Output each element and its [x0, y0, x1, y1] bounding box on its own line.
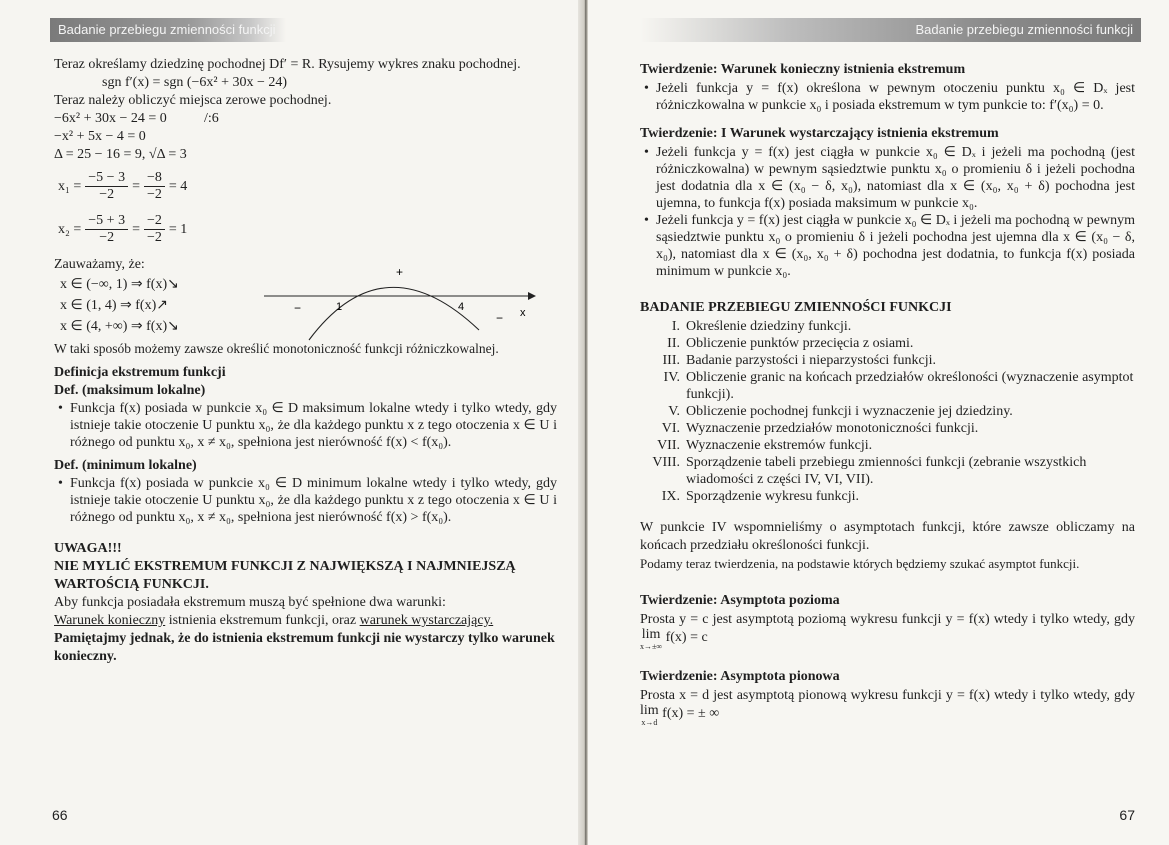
definition-title: Definicja ekstremum funkcji	[54, 365, 226, 380]
graph-tick-1: 1	[336, 301, 343, 313]
x2-result: = 1	[168, 221, 188, 237]
theorem-sufficient-max: • Jeżeli funkcja y = f(x) jest ciągła w punkcie x₀ ∈ Dₓ i jeżeli ma pochodną (jest różniczkowalna) w pewnym sąsiedztwie punktu x₀ o promieniu δ i jeżeli pochodna jest dodatnia dla x ∈ (x₀ − δ, x₀), natomiast dla x ∈ (x₀, x₀ + δ) pochodna jest ujemna, to funkcja f(x) posiada maksimum w punkcie x₀.	[656, 144, 1135, 212]
x1-result: = 4	[168, 178, 188, 194]
analysis-steps	[640, 318, 1135, 505]
theorem-necessary-text: • Jeżeli funkcja y = f(x) określona w pewnym otoczeniu punktu x₀ ∈ Dₓ jest różniczkowalna w punkcie x₀ i posiada ekstremum w tym punkcie to: f′(x₀) = 0.	[656, 80, 1135, 114]
x1-fraction-1	[85, 170, 128, 203]
equation-1: −6x² + 30x − 24 = 0	[54, 111, 167, 126]
maximum-title: Def. (maksimum lokalne)	[54, 383, 206, 398]
step-number: V.	[668, 404, 680, 419]
step-number: VI.	[661, 421, 680, 436]
right-page-number: 67	[1119, 807, 1135, 823]
maximum-definition: • Funkcja f(x) posiada w punkcie x₀ ∈ D maksimum lokalne wtedy i tylko wtedy, gdy istnieje takie otoczenie U punktu x₀, że dla każdego punktu x z tego otoczenia x ∈ U i różnego od punktu x₀, x ≠ x₀, spełniona jest nierówność f(x) < f(x₀).	[70, 400, 557, 451]
limit-symbol: lim	[641, 627, 661, 642]
vertical-limit	[640, 705, 659, 729]
theorem-vertical-text	[640, 687, 1135, 729]
limit-symbol: lim	[640, 703, 659, 718]
asymptote-note-2: Podamy teraz twierdzenia, na podstawie których będziemy szukać asymptot funkcji.	[640, 556, 1080, 571]
section-title: BADANIE PRZEBIEGU ZMIENNOŚCI FUNKCJI	[640, 300, 952, 315]
x1-den-1: −2	[99, 187, 115, 202]
step-item	[640, 420, 1135, 437]
left-page-number: 66	[52, 807, 68, 823]
step-number: VII.	[657, 438, 680, 453]
horizontal-limit	[640, 629, 662, 653]
warning-text: NIE MYLIĆ EKSTREMUM FUNKCJI Z NAJWIĘKSZĄ I NAJMNIEJSZĄ WARTOŚCIĄ FUNKCJI.	[54, 559, 516, 592]
derivative-sign-graph	[264, 260, 544, 350]
minimum-definition: • Funkcja f(x) posiada w punkcie x₀ ∈ D minimum lokalne wtedy i tylko wtedy, gdy istnieje takie otoczenie U punktu x₀, że dla każdego punktu x z tego otoczenia x ∈ U i różnego od punktu x₀, x ≠ x₀, spełniona jest nierówność f(x) > f(x₀).	[70, 475, 557, 526]
domain-intro: Teraz określamy dziedzinę pochodnej Df′ = R. Rysujemy wykres znaku pochodnej.	[54, 57, 521, 72]
theorem-horizontal-body: Prosta y = c jest asymptotą poziomą wykresu funkcji y = f(x) wtedy i tylko wtedy, gdy	[640, 612, 1135, 627]
interval-3: x ∈ (4, +∞) ⇒ f(x)↘	[60, 319, 179, 334]
equation-1-divisor: /:6	[204, 111, 219, 126]
delta-formula: Δ = 25 − 16 = 9, √Δ = 3	[54, 147, 187, 162]
x2-num-2: −2	[144, 213, 165, 230]
x2-lhs: x₂ =	[58, 221, 82, 237]
step-item	[640, 488, 1135, 505]
step-item	[640, 403, 1135, 420]
step-number: II.	[667, 336, 680, 351]
maximum-list	[54, 400, 557, 451]
limit-subscript: x→d	[641, 718, 658, 727]
graph-axis-label: x	[520, 307, 526, 319]
x1-num-1: −5 − 3	[85, 170, 128, 187]
step-text: Wyznaczenie przedziałów monotoniczności funkcji.	[686, 421, 979, 436]
step-text: Obliczenie granic na końcach przedziałów określoności (wyznaczenie asymptot funkcji).	[686, 370, 1134, 402]
step-text: Określenie dziedziny funkcji.	[686, 319, 852, 334]
step-item	[640, 437, 1135, 454]
step-text: Obliczenie pochodnej funkcji i wyznaczenie jej dziedziny.	[686, 404, 1013, 419]
right-page	[588, 0, 1169, 845]
equation-2: −x² + 5x − 4 = 0	[54, 129, 146, 144]
horizontal-limit-result: f(x) = c	[665, 630, 708, 645]
step-number: IX.	[661, 489, 680, 504]
monotonicity-block	[54, 265, 557, 340]
asymptote-note-1: W punkcie IV wspomnieliśmy o asymptotach funkcji, które zawsze obliczamy na końcach przedziału określoności funkcji.	[640, 520, 1135, 553]
x1-fraction-2	[144, 170, 165, 203]
theorem-horizontal-title: Twierdzenie: Asymptota pozioma	[640, 593, 840, 608]
step-number: IV.	[663, 370, 680, 385]
interval-1: x ∈ (−∞, 1) ⇒ f(x)↘	[60, 277, 179, 292]
x1-num-2: −8	[144, 170, 165, 187]
x2-num-1: −5 + 3	[85, 213, 128, 230]
graph-minus-left: −	[294, 301, 302, 315]
x1-den-2: −2	[146, 187, 162, 202]
x2-formula: x₂ = $\frac{-5 + 3}{-2}$ = $\frac{-2}{-2}$ = 1	[58, 213, 188, 245]
minimum-title: Def. (minimum lokalne)	[54, 458, 197, 473]
step-text: Badanie parzystości i nieparzystości funkcji.	[686, 353, 936, 368]
remember-note: Pamiętajmy jednak, że do istnienia ekstremum funkcji nie wystarczy tylko warunek konieczny.	[54, 631, 555, 664]
conditions-line	[54, 612, 557, 630]
limit-subscript: x→±∞	[640, 642, 663, 651]
theorem-sufficient-list	[640, 144, 1135, 280]
necessary-condition-link: Warunek konieczny	[54, 613, 166, 628]
x2-den-2: −2	[146, 230, 162, 245]
right-header-bar: Badanie przebiegu zmienności funkcji	[640, 18, 1141, 42]
minimum-list	[54, 475, 557, 526]
notice-line: Zauważamy, że:	[54, 257, 145, 272]
sufficient-condition-link: warunek wystarczający.	[359, 613, 494, 628]
interval-list	[60, 274, 179, 337]
theorem-sufficient-min: • Jeżeli funkcja y = f(x) jest ciągła w punkcie x₀ ∈ Dₓ i jeżeli ma pochodną w pewnym sąsiedztwie punktu x₀ o promieniu δ i jeżeli pochodna jest ujemna dla x ∈ (x₀ − δ, x₀), natomiast dla x ∈ (x₀, x₀ + δ) pochodna jest dodatnia, to funkcja f(x) posiada minimum w punkcie x₀.	[656, 212, 1135, 280]
zeros-intro: Teraz należy obliczyć miejsca zerowe pochodnej.	[54, 93, 332, 108]
step-item	[640, 318, 1135, 335]
step-item	[640, 352, 1135, 369]
step-item	[640, 369, 1135, 403]
step-number: III.	[662, 353, 680, 368]
theorem-horizontal-text	[640, 611, 1135, 653]
axis-arrow-icon	[528, 292, 536, 300]
conditions-intro: Aby funkcja posiadała ekstremum muszą być spełnione dwa warunki:	[54, 595, 446, 610]
equation-1-row	[54, 110, 557, 128]
warning-label: UWAGA!!!	[54, 541, 122, 556]
x2-fraction-2	[144, 213, 165, 246]
step-number: VIII.	[652, 455, 680, 470]
step-item	[640, 454, 1135, 488]
graph-minus-right: −	[496, 311, 504, 325]
graph-tick-4: 4	[458, 301, 465, 313]
step-text: Wyznaczenie ekstremów funkcji.	[686, 438, 873, 453]
conditions-mid: istnienia ekstremum funkcji, oraz	[165, 613, 360, 628]
x1-lhs: x₁ =	[58, 178, 82, 194]
theorem-sufficient-title: Twierdzenie: I Warunek wystarczający istnienia ekstremum	[640, 126, 999, 141]
x1-formula: x₁ = $\frac{-5 - 3}{-2}$ = $\frac{-8}{-2}$ = 4	[58, 170, 188, 202]
x2-fraction-1	[85, 213, 128, 246]
theorem-necessary-list	[640, 80, 1135, 114]
x2-den-1: −2	[99, 230, 115, 245]
step-number: I.	[671, 319, 680, 334]
theorem-necessary-title: Twierdzenie: Warunek konieczny istnienia ekstremum	[640, 62, 966, 77]
interval-2: x ∈ (1, 4) ⇒ f(x)↗	[60, 298, 168, 313]
step-text: Sporządzenie tabeli przebiegu zmienności funkcji (zebranie wszystkich wiadomości z części IV, VI, VII).	[686, 455, 1087, 487]
left-header-bar: Badanie przebiegu zmienności funkcji	[50, 18, 286, 42]
theorem-vertical-title: Twierdzenie: Asymptota pionowa	[640, 669, 840, 684]
theorem-vertical-body: Prosta x = d jest asymptotą pionową wykresu funkcji y = f(x) wtedy i tylko wtedy, gdy	[640, 688, 1135, 703]
vertical-limit-result: f(x) = ± ∞	[662, 706, 720, 721]
graph-plus-sign: +	[396, 265, 404, 279]
step-text: Obliczenie punktów przecięcia z osiami.	[686, 336, 914, 351]
sgn-formula: sgn f′(x) = sgn (−6x² + 30x − 24)	[102, 75, 288, 90]
step-item	[640, 335, 1135, 352]
parabola-curve	[309, 287, 479, 340]
step-text: Sporządzenie wykresu funkcji.	[686, 489, 859, 504]
monotonicity-conclusion: W taki sposób możemy zawsze określić monotoniczność funkcji różniczkowalnej.	[54, 341, 499, 356]
